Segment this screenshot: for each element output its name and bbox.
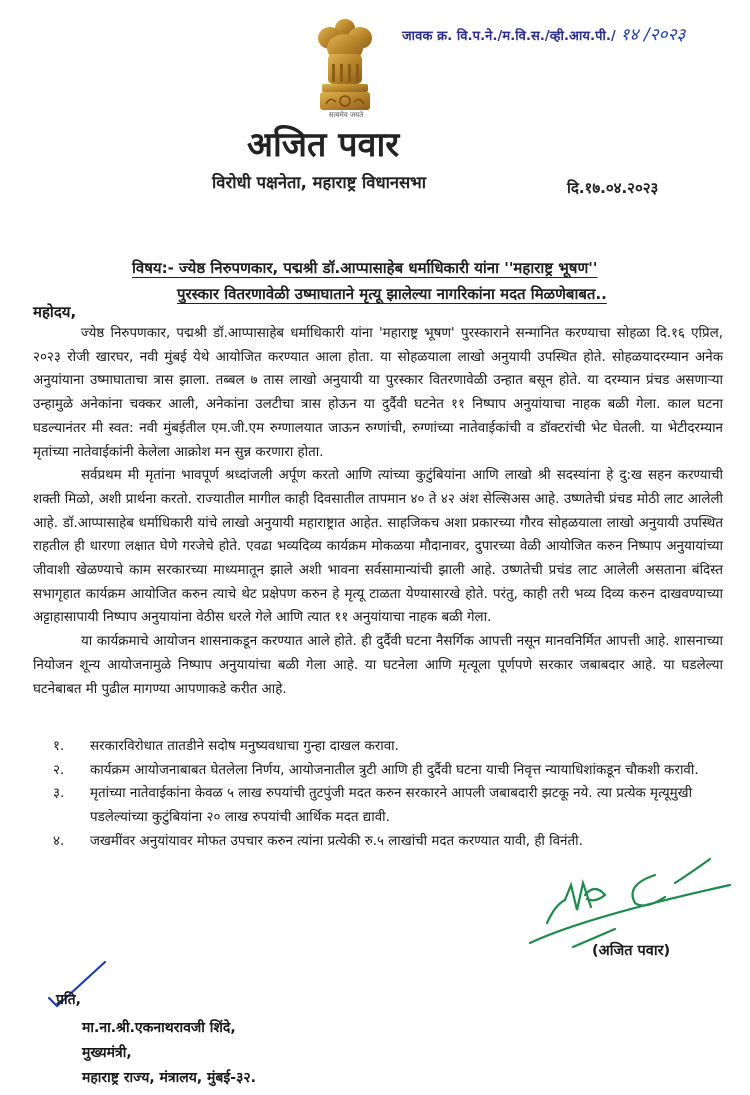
demand-item [53,735,723,759]
emblem-motto: सत्यमेव जयते [328,111,364,119]
demand-number: ४. [53,833,65,849]
recipient-title: मुख्यमंत्री, [82,1045,132,1061]
demand-item [53,782,723,829]
state-emblem-icon [312,14,378,122]
demand-text: मृतांच्या नातेवाईकांना केवळ ५ लाख रुपयांची तुटपुंजी मदत करुन सरकारने आपली जबाबदारी झटकू नये. त्या प्रत्येक मृत्यूमुखी पडलेल्यांच्या कुटुंबियांना २० लाख रुपयांची आर्थिक मदत द्यावी. [90,786,693,826]
outward-reference-number [402,22,685,45]
signatory-name: (अजित पवार) [592,943,671,959]
sender-name-heading: अजित पवार [247,125,400,165]
sender-designation: विरोधी पक्षनेता, महाराष्ट्र विधानसभा [212,173,427,192]
reference-handwritten: १४ /२०२३ [620,25,686,45]
state-emblem-graphic [312,14,378,114]
demand-item [53,759,723,783]
recipient-location: महाराष्ट्र राज्य, मंत्रालय, मुंबई-३२. [82,1070,256,1086]
subject-line-1: विषय:- ज्येष्ठ निरुपणकार, पद्मश्री डॉ.आप्पासाहेब धर्माधिकारी यांना ''महाराष्ट्र भूषण'' [132,259,598,277]
subject-block [132,255,742,307]
demand-text: सरकारविरोधात तातडीने सदोष मनुष्यवधाचा गुन्हा दाखल करावा. [90,739,399,754]
letter-date: दि.१७.०४.२०२३ [567,179,659,197]
demands-list [53,735,723,854]
demand-item [53,830,723,854]
demand-text: जखमींवर अनुयांयावर मोफत उपचार करुन त्यांना प्रत्येकी रु.५ लाखांची मदत करण्यात यावी, ही विनंती. [90,833,583,849]
demand-number: २. [53,762,65,778]
demand-number: ३. [53,786,65,802]
body-paragraph: सर्वप्रथम मी मृतांना भावपूर्ण श्रध्दांजली अर्पूण करतो आणि त्यांच्या कुटुंबियांना आणि लाखो श्री सदस्यांना हे दु:ख सहन करण्याची शक्ती मिळो, अशी प्रार्थना करतो. राज्यातील मागील काही दिवसातील तापमान ४० ते ४२ अंश सेल्सिअस आहे. उष्णतेची प्रंचड मोठी लाट आलेली आहे. डॉ.आप्पासाहेब धर्माधिकारी यांचे लाखो अनुयायी महाराष्ट्रात आहेत. साहजिकच अशा प्रकारच्या गौरव सोहळयाला लाखो अनुयायी उपस्थित राहतील ही धारणा लक्षात घेणे गरजेचे होते. एवढा भव्यदिव्य कार्यक्रम मोकळया मौदानावर, दुपारच्या वेळी आयोजित करुन निष्पाप अनुयायांच्या जीवाशी खेळण्याचे काम सरकारच्या माध्यमातून झाले अशी भावना सर्वसामान्यांची झाली आहे. उष्णतेची प्रचंड लाट आलेली असताना बंदिस्त सभागृहात कार्यक्रम आयोजित करुन त्याचे थेट प्रक्षेपण करुन हे मृत्यू टाळता येण्यासारखे होते. परंतु, काही तरी भव्य दिव्य करुन दाखवण्याच्या अट्टाहासापायी निष्पाप अनुयायांना वेठीस धरले गेले आणि त्यात ११ अनुयांयाचा नाहक बळी गेला. [33,468,723,626]
salutation: महोदय, [33,303,77,321]
recipient-name: मा.ना.श्री.एकनाथरावजी शिंदे, [82,1020,236,1036]
subject-line-2: पुरस्कार वितरणावेळी उष्माघाताने मृत्यू झालेल्या नागरिकांना मदत मिळणेबाबत.. [177,285,607,303]
recipient-label: प्रति, [56,992,81,1008]
recipient-address [82,1016,256,1091]
reference-printed: जावक क्र. वि.प.ने./म.वि.स./व्ही.आय.पी./ [402,29,616,44]
demand-number: १. [53,739,65,754]
body-paragraph: या कार्यक्रमाचे आयोजन शासनाकडून करण्यात आले होते. ही दुर्दैवी घटना नैसर्गिक आपत्ती नसून मानवनिर्मित आपत्ती आहे. शासनाच्या नियोजन शून्य आयोजनामुळे निष्पाप अनुयायांचा बळी गेला आहे. या घटनेला आणि मृत्यूला पूर्णपणे सरकार जबाबदार आहे. या घडलेल्या घटनेबाबत मी पुढील मागण्या आपणाकडे करीत आहे. [33,634,723,697]
letter-body [33,322,723,701]
demand-text: कार्यक्रम आयोजनाबाबत घेतलेला निर्णय, आयोजनातील त्रुटी आणि ही दुर्दैवी घटना याची निवृत्त न्यायाधिशांकडून चौकशी करावी. [90,762,699,778]
body-paragraph: ज्येष्ठ निरुपणकार, पद्मश्री डॉ.आप्पासाहेब धर्माधिकारी यांना 'महाराष्ट्र भूषण' पुरस्काराने सन्मानित करण्याचा सोहळा दि.१६ एप्रिल, २०२३ रोजी खारघर, नवी मुंबई येथे आयोजित करण्यात आला होता. या सोहळयाला लाखो अनुयायी उपस्थित होते. सोहळयादरम्यान अनेक अनुयांयाना उष्माघाताचा त्रास झाला. तब्बल ७ तास लाखो अनुयायी या पुरस्कार वितरणावेळी उन्हात बसून होते. या दरम्यान प्रंचड असणाऱ्या उन्हामुळे अनेकांना चक्कर आली, अनेकांना उलटीचा त्रास होऊन या दुर्दैवी घटनेत ११ निष्पाप अनुयांयाचा नाहक बळी गेला. काल घटना घडल्यानंतर मी स्वत: नवी मुंबईतील एम.जी.एम रुग्णालयात जाऊन रुग्णांची, रुग्णांच्या नातेवाईकांची व डॉक्टरांची भेट घेतली. या भेटीदरम्यान मृतांच्या नातेवाईकांनी केलेला आक्रोश मन सुन्न करणारा होता. [33,326,723,460]
